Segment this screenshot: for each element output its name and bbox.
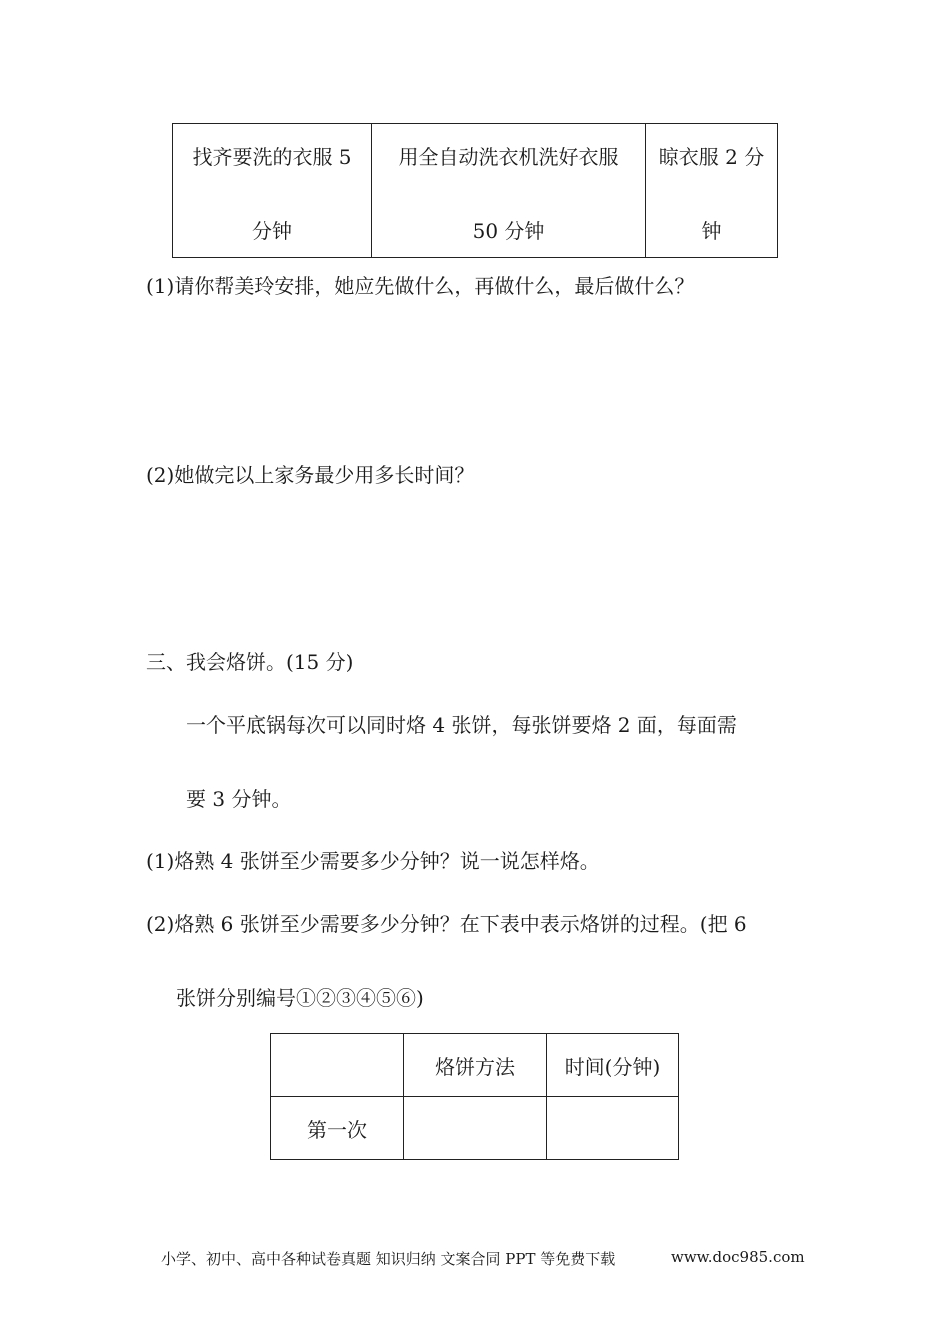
tasks-table: [172, 123, 778, 258]
question-2: (2)她做完以上家务最少用多长时间？: [146, 463, 475, 487]
header-cell-time: 时间(分钟): [547, 1034, 679, 1097]
header-cell-method: 烙饼方法: [404, 1034, 547, 1097]
bake-table: [270, 1033, 679, 1160]
footer-text: 小学、初中、高中各种试卷真题 知识归纳 文案合同 PPT 等免费下载: [161, 1250, 616, 1268]
table-row: [173, 124, 778, 258]
time-answer-cell[interactable]: [547, 1097, 679, 1160]
task-cell: [372, 124, 646, 258]
row-label: 第一次: [271, 1097, 404, 1160]
problem-text-line1: 一个平底锅每次可以同时烙 4 张饼，每张饼要烙 2 面，每面需: [186, 713, 737, 737]
header-cell-empty: [271, 1034, 404, 1097]
task-cell-line1: 用全自动洗衣机洗好衣服: [398, 145, 619, 169]
bake-question-2-line1: (2)烙熟 6 张饼至少需要多少分钟？在下表中表示烙饼的过程。(把 6: [146, 912, 747, 936]
question-1: (1)请你帮美玲安排，她应先做什么，再做什么，最后做什么？: [146, 274, 695, 298]
method-answer-cell[interactable]: [404, 1097, 547, 1160]
bake-question-2-line2: 张饼分别编号①②③④⑤⑥): [176, 986, 424, 1010]
table-row: [271, 1097, 679, 1160]
task-cell-line2: 分钟: [252, 219, 292, 243]
task-cell: [173, 124, 372, 258]
footer-link[interactable]: www.doc985.com: [671, 1248, 805, 1266]
task-cell-line2: 钟: [701, 219, 722, 243]
section-heading: 三、我会烙饼。(15 分): [146, 650, 354, 674]
task-cell-line1: 找齐要洗的衣服 5: [192, 145, 352, 169]
table-header-row: [271, 1034, 679, 1097]
task-cell-line1: 晾衣服 2 分: [658, 145, 765, 169]
task-cell: [646, 124, 778, 258]
problem-text-line2: 要 3 分钟。: [186, 787, 292, 811]
bake-question-1: (1)烙熟 4 张饼至少需要多少分钟？说一说怎样烙。: [146, 849, 600, 873]
task-cell-line2: 50 分钟: [472, 219, 545, 243]
